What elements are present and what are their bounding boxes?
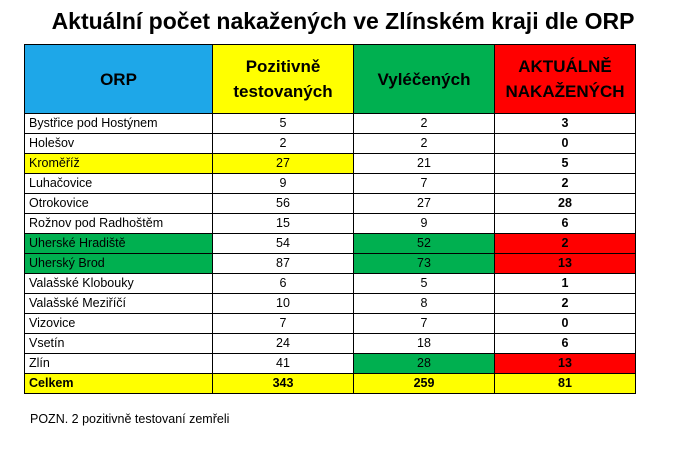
table-row xyxy=(25,214,636,234)
orp-table xyxy=(24,44,636,394)
pozitivne-value: 5 xyxy=(213,114,354,134)
aktualne-value: 2 xyxy=(495,174,636,194)
orp-name: Otrokovice xyxy=(25,194,213,214)
aktualne-value: 0 xyxy=(495,314,636,334)
table-header-row xyxy=(25,45,636,114)
pozitivne-value: 10 xyxy=(213,294,354,314)
orp-name: Vsetín xyxy=(25,334,213,354)
vyleceni-value: 5 xyxy=(354,274,495,294)
aktualne-value: 0 xyxy=(495,134,636,154)
table-row xyxy=(25,134,636,154)
aktualne-value: 28 xyxy=(495,194,636,214)
pozitivne-value: 2 xyxy=(213,134,354,154)
table-row xyxy=(25,114,636,134)
table-row xyxy=(25,274,636,294)
pozitivne-value: 27 xyxy=(213,154,354,174)
orp-name: Valašské Klobouky xyxy=(25,274,213,294)
total-row xyxy=(25,374,636,394)
orp-name: Zlín xyxy=(25,354,213,374)
orp-name: Holešov xyxy=(25,134,213,154)
pozitivne-value: 41 xyxy=(213,354,354,374)
orp-name: Uherské Hradiště xyxy=(25,234,213,254)
table-row xyxy=(25,254,636,274)
total-label: Celkem xyxy=(25,374,213,394)
aktualne-value: 3 xyxy=(495,114,636,134)
vyleceni-value: 52 xyxy=(354,234,495,254)
page-title: Aktuální počet nakažených ve Zlínském kraji dle ORP xyxy=(51,8,635,34)
vyleceni-value: 28 xyxy=(354,354,495,374)
header-orp: ORP xyxy=(25,45,213,114)
vyleceni-value: 73 xyxy=(354,254,495,274)
vyleceni-value: 18 xyxy=(354,334,495,354)
aktualne-value: 2 xyxy=(495,234,636,254)
orp-name: Uherský Brod xyxy=(25,254,213,274)
vyleceni-value: 2 xyxy=(354,134,495,154)
aktualne-value: 6 xyxy=(495,214,636,234)
pozitivne-value: 56 xyxy=(213,194,354,214)
orp-name: Luhačovice xyxy=(25,174,213,194)
total-pozitivne: 343 xyxy=(213,374,354,394)
footnote: POZN. 2 pozitivně testovaní zemřeli xyxy=(30,412,230,426)
pozitivne-value: 9 xyxy=(213,174,354,194)
vyleceni-value: 21 xyxy=(354,154,495,174)
orp-name: Bystřice pod Hostýnem xyxy=(25,114,213,134)
aktualne-value: 13 xyxy=(495,254,636,274)
aktualne-value: 5 xyxy=(495,154,636,174)
pozitivne-value: 7 xyxy=(213,314,354,334)
header-aktualne: AKTUÁLNĚ NAKAŽENÝCH xyxy=(495,45,636,114)
table-row xyxy=(25,334,636,354)
table-row xyxy=(25,154,636,174)
table-row xyxy=(25,314,636,334)
aktualne-value: 6 xyxy=(495,334,636,354)
table-row xyxy=(25,354,636,374)
pozitivne-value: 87 xyxy=(213,254,354,274)
pozitivne-value: 15 xyxy=(213,214,354,234)
table-row xyxy=(25,294,636,314)
aktualne-value: 2 xyxy=(495,294,636,314)
total-vyleceni: 259 xyxy=(354,374,495,394)
header-pozitivne: Pozitivně testovaných xyxy=(213,45,354,114)
table-row xyxy=(25,234,636,254)
orp-name: Vizovice xyxy=(25,314,213,334)
total-aktualne: 81 xyxy=(495,374,636,394)
aktualne-value: 13 xyxy=(495,354,636,374)
orp-name: Kroměříž xyxy=(25,154,213,174)
header-vyleceni: Vyléčených xyxy=(354,45,495,114)
vyleceni-value: 7 xyxy=(354,174,495,194)
table-row xyxy=(25,194,636,214)
vyleceni-value: 7 xyxy=(354,314,495,334)
pozitivne-value: 54 xyxy=(213,234,354,254)
vyleceni-value: 8 xyxy=(354,294,495,314)
vyleceni-value: 27 xyxy=(354,194,495,214)
table-row xyxy=(25,174,636,194)
pozitivne-value: 6 xyxy=(213,274,354,294)
pozitivne-value: 24 xyxy=(213,334,354,354)
aktualne-value: 1 xyxy=(495,274,636,294)
orp-name: Valašské Meziříčí xyxy=(25,294,213,314)
orp-name: Rožnov pod Radhoštěm xyxy=(25,214,213,234)
vyleceni-value: 9 xyxy=(354,214,495,234)
vyleceni-value: 2 xyxy=(354,114,495,134)
